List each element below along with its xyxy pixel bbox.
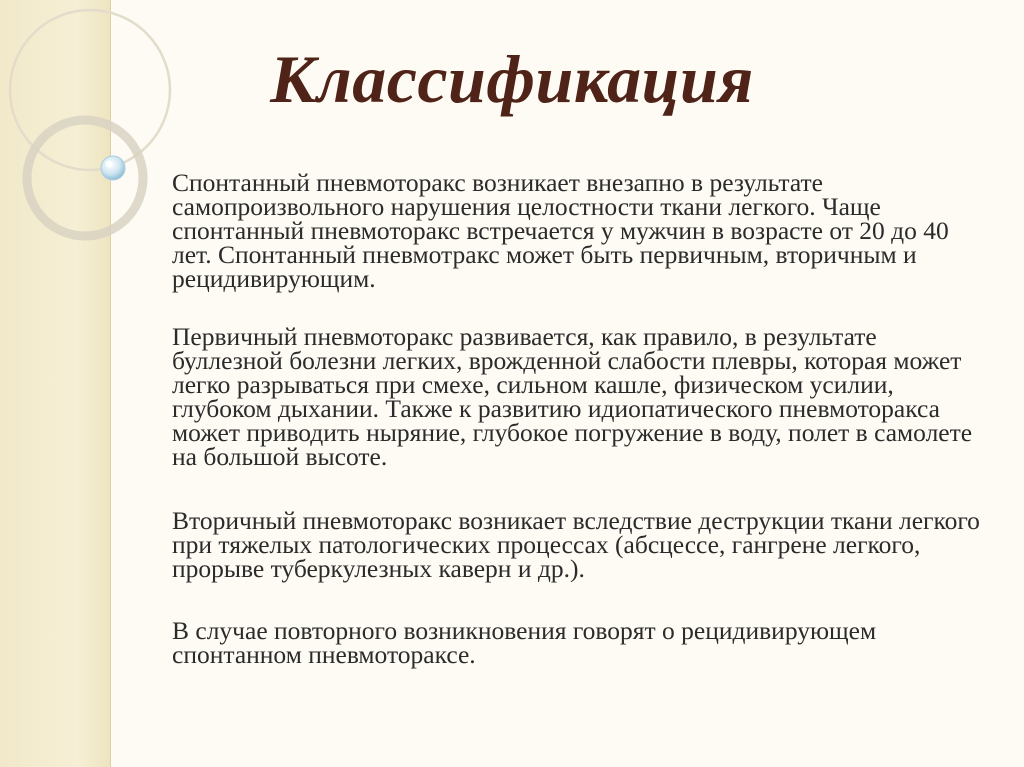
slide-body xyxy=(172,168,984,701)
paragraph-recurrent: В случае повторного возникновения говорят о рецидивирующем спонтанном пневмотораксе. xyxy=(172,616,877,669)
paragraph-primary: Первичный пневмоторакс развивается, как правило, в результате буллезной болезни легких, врожденной слабости плевры, которая может легко разрываться при смехе, сильном кашле, физическом усилии, глубоком дыхании. Также к развитию идиопатического пневмоторакса может приводить ныряние, глубокое погружение в воду, полет в самолете на большой высоте. xyxy=(172,322,973,471)
paragraph-secondary: Вторичный пневмоторакс возникает вследствие деструкции ткани легкого при тяжелых патологических процессах (абсцессе, гангрене легкого, прорыве туберкулезных каверн и др.). xyxy=(172,506,980,583)
slide-title: Классификация xyxy=(270,41,754,117)
paragraph-spontaneous: Спонтанный пневмоторакс возникает внезапно в результате самопроизвольного нарушения целостности ткани легкого. Чаще спонтанный пневмоторакс встречается у мужчин в возрасте от 20 до 40 лет. Спонтанный пневмотракс может быть первичным, вторичным и рецидивирующим. xyxy=(172,168,949,293)
inner-ring xyxy=(27,120,143,236)
bubble xyxy=(101,156,125,180)
